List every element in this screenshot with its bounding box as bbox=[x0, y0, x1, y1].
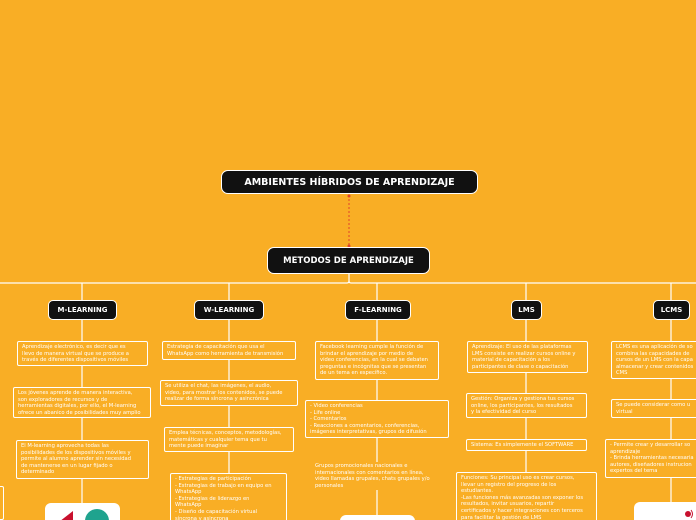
note-lcms-3[interactable]: - Permite crear y desarrollar so aprendizaje - Brinda herramientas necesaria autores, diseñadores instrucion expertos del tema bbox=[605, 439, 696, 478]
note-wlearning-3[interactable]: Emplea técnicas, conceptos, metodologías, matemáticas y cualquier tema que tu mente puede imaginar bbox=[164, 427, 294, 452]
note-flearning-1[interactable]: Facebook learning cumple la función de brindar el aprendizaje por medio de video conferencias, en la cual se debaten preguntas e incógnitas que se presentan de un tema en específico. bbox=[315, 341, 439, 380]
note-lms-2[interactable]: Gestión: Organiza y gestiona tus cursos online, los participantes, los resultados y la efectividad del curso bbox=[466, 393, 587, 418]
note-mlearning-3[interactable]: El M-learning aprovecha todas las posibilidades de los dispositivos móviles y permite al alumno aprender sin necesidad de mantenerse en un lugar fijado o determinado bbox=[16, 440, 149, 479]
mlearning-logo-icon bbox=[45, 503, 120, 520]
branch-flearning-title: F-LEARNING bbox=[354, 306, 402, 314]
branch-mlearning[interactable] bbox=[48, 300, 117, 320]
flearning-logo-image bbox=[340, 515, 415, 520]
note-wlearning-4[interactable]: - Estrategias de participación - Estrategias de trabajo en equipo en WhatsApp - Estrategias de liderazgo en WhatsApp - Diseño de capacitación virtual síncrona y asincrona bbox=[170, 473, 287, 520]
lcms-logo-image bbox=[634, 502, 696, 520]
branch-wlearning-title: W-LEARNING bbox=[203, 306, 255, 314]
note-flearning-2[interactable]: - Video conferencias - Life online - Comentarios - Reacciones a comentarios, conferencias, imágenes interpretativas, grupos de difusión bbox=[305, 400, 449, 438]
note-wlearning-2[interactable]: Se utiliza el chat, las imágenes, el audio, video, para mostrar los contenidos, se puede realizar de forma síncrona y asincrónica bbox=[160, 380, 298, 406]
branch-lcms[interactable] bbox=[653, 300, 690, 320]
mlearning-logo-image bbox=[45, 503, 120, 520]
note-lms-3[interactable]: Sistema: Es simplemente el SOFTWARE bbox=[466, 439, 587, 451]
branch-lms-title: LMS bbox=[518, 306, 535, 314]
note-lcms-1[interactable]: LCMS es una aplicación de so combina las capacidades de cursos de un LMS con la capa almacenar y crear contenidos CMS bbox=[611, 341, 696, 379]
note-wlearning-1[interactable]: Estrategia de capacitación que usa el WhatsApp como herramienta de transmisión bbox=[162, 341, 296, 360]
lcms-logo-icon bbox=[634, 502, 696, 520]
root-node[interactable] bbox=[221, 170, 478, 194]
note-lms-1[interactable]: Aprendizaje: El uso de las plataformas LMS consiste en realizar cursos online y material de capacitación a los participantes de clase o capacitación bbox=[467, 341, 588, 373]
note-mlearning-1[interactable]: Aprendizaje electrónico, es decir que es llevo de manera virtual que se produce a través de diferentes dispositivos móviles bbox=[17, 341, 148, 366]
branch-lms[interactable] bbox=[511, 300, 542, 320]
note-mlearning-edge bbox=[0, 486, 4, 520]
branch-wlearning[interactable] bbox=[194, 300, 264, 320]
main-topic-node[interactable] bbox=[267, 247, 430, 274]
branch-mlearning-title: M-LEARNING bbox=[57, 306, 108, 314]
root-node-title: AMBIENTES HÍBRIDOS DE APRENDIZAJE bbox=[244, 176, 455, 188]
note-lcms-2[interactable]: Se puede considerar como u virtual bbox=[611, 399, 696, 418]
note-mlearning-2[interactable]: Los jóvenes aprende de manera interactiva, son exploradores de recursos y de herramientas digitales, por ello, el M-learning ofrece un abanico de posibilidades muy amplio bbox=[13, 387, 151, 418]
main-topic-title: METODOS DE APRENDIZAJE bbox=[283, 255, 414, 266]
note-lms-4[interactable]: Funciones: Su principal uso es crear cursos, llevar un registro del progreso de los estudiantes. -Las funciones más avanzadas son exponer los resultados, invitar usuarios, repartir certificados y hacer integraciones con terceros para facilitar la gestión de LMS bbox=[456, 472, 597, 520]
note-flearning-3[interactable]: Grupos promocionales nacionales e internacionales con comentarios en línea, video llamadas grupales, chats grupales y/o personales bbox=[315, 463, 430, 489]
branch-flearning[interactable] bbox=[345, 300, 411, 320]
branch-lcms-title: LCMS bbox=[660, 306, 683, 314]
